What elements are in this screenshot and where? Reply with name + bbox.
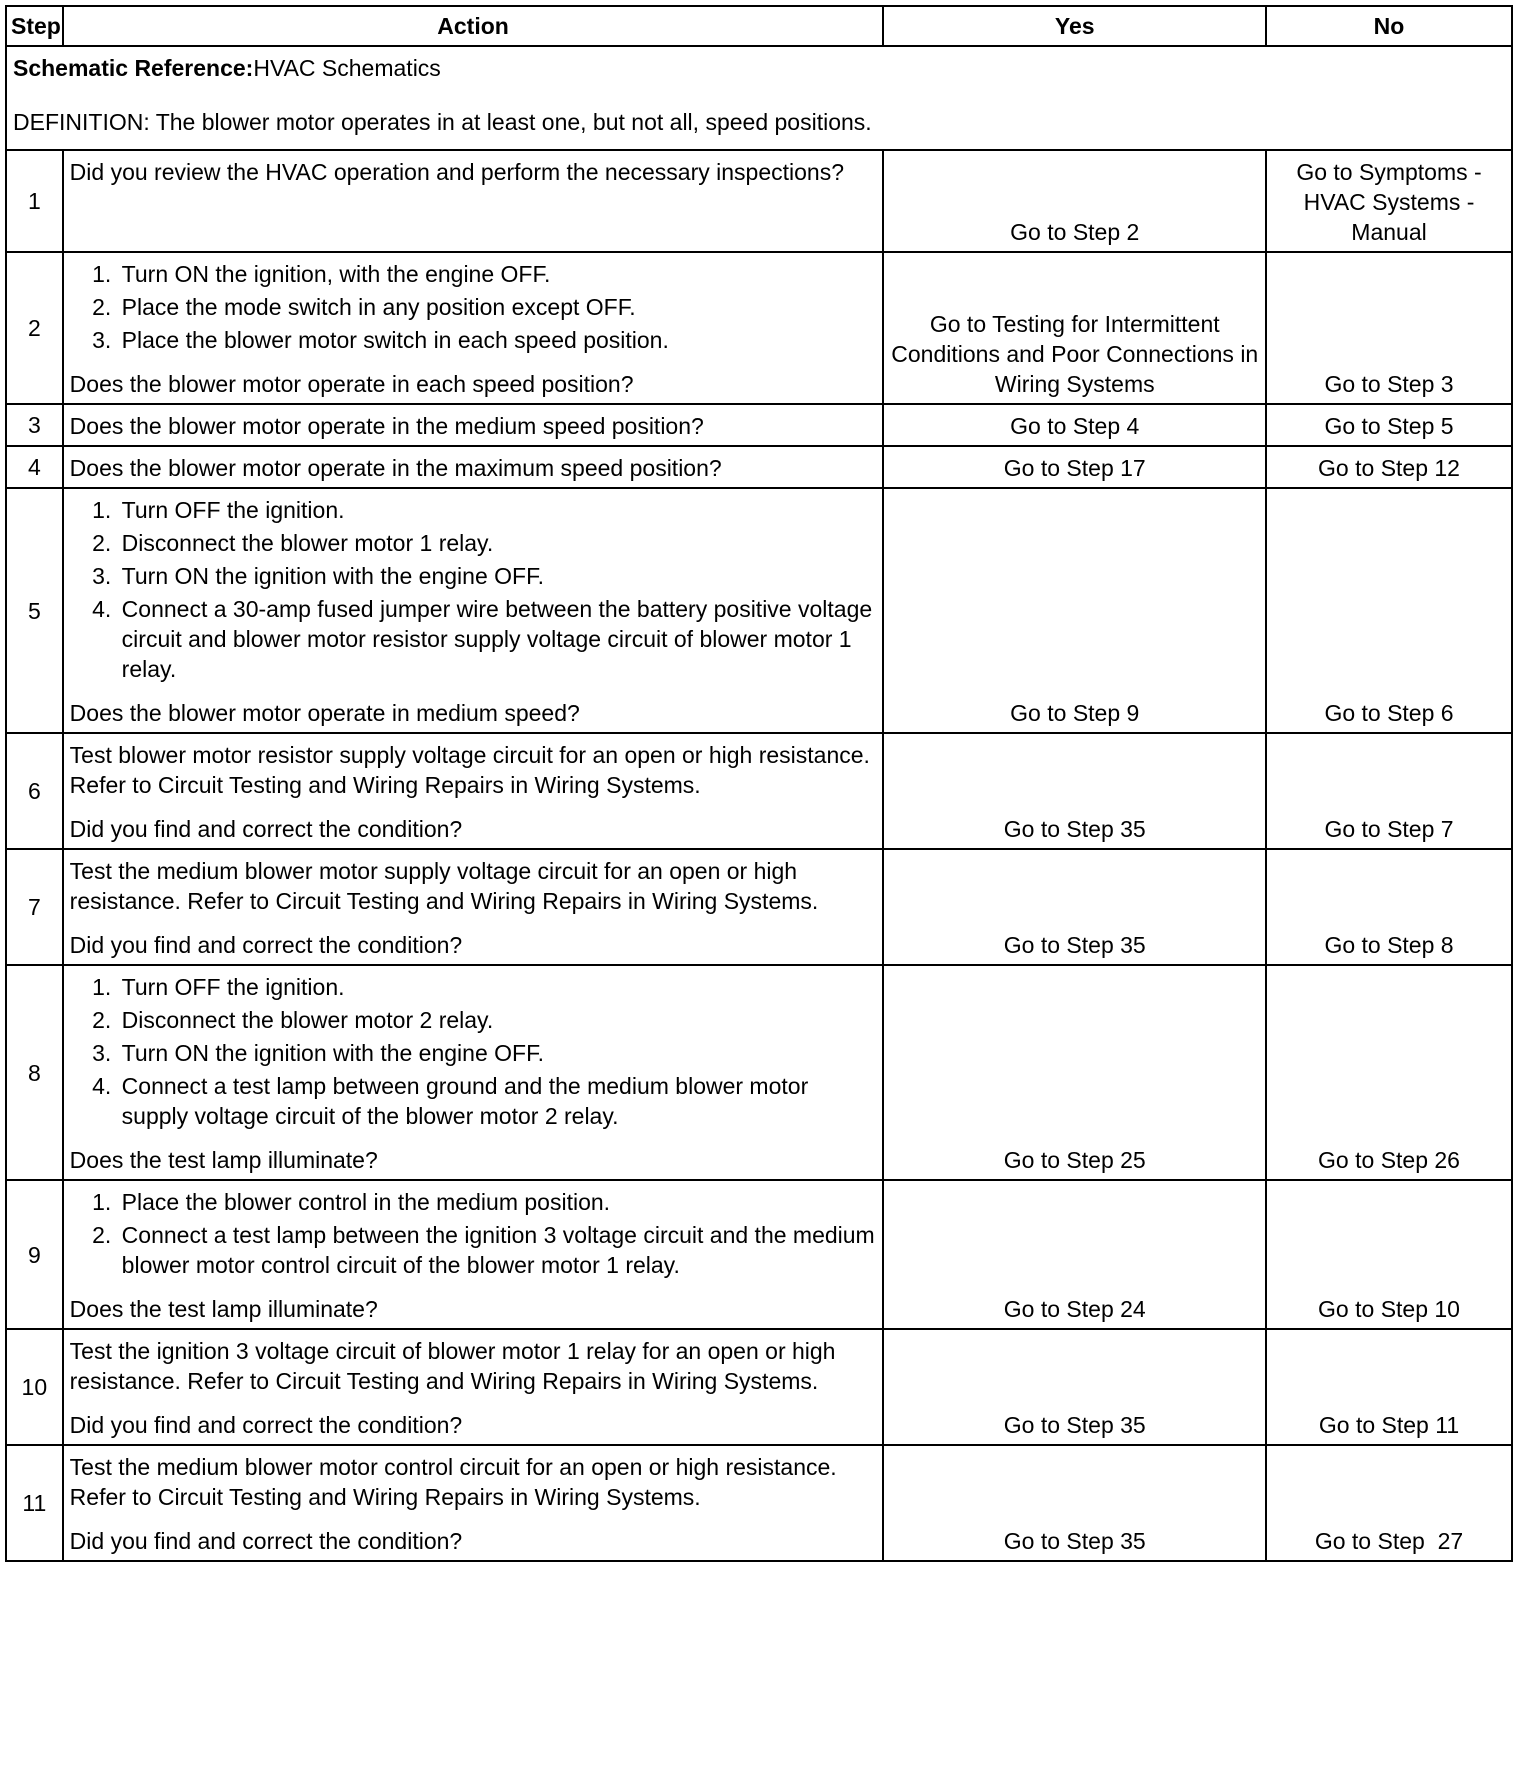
header-row [6, 6, 1512, 46]
action-text: Test the ignition 3 voltage circuit of blower motor 1 relay for an open or high resistance. Refer to Circuit Testing and Wiring Repairs in Wiring Systems. [69, 1338, 836, 1394]
step-number: 11 [6, 1445, 63, 1561]
table-row [6, 252, 1512, 404]
action-question: Does the blower motor operate in medium speed? [69, 700, 580, 726]
no-result-link[interactable]: Go to Step 26 [1266, 965, 1512, 1180]
step-number: 10 [6, 1329, 63, 1445]
step-number: 4 [6, 446, 63, 488]
table-row [6, 446, 1512, 488]
action-cell [63, 965, 884, 1180]
step-number: 9 [6, 1180, 63, 1329]
action-cell [63, 150, 884, 252]
action-text: Does the blower motor operate in the maximum speed position? [69, 455, 722, 481]
schematic-reference-link[interactable]: HVAC Schematics [253, 55, 441, 81]
no-result-link[interactable]: Go to Step 6 [1266, 488, 1512, 733]
table-row [6, 1329, 1512, 1445]
action-cell [63, 733, 884, 849]
action-cell [63, 1329, 884, 1445]
table-row [6, 404, 1512, 446]
yes-result-link[interactable]: Go to Step 35 [883, 849, 1266, 965]
intro-cell [6, 46, 1512, 150]
action-step-item: 1. Turn ON the ignition, with the engine OFF. [118, 259, 877, 289]
action-step-item: 2. Connect a test lamp between the ignition 3 voltage circuit and the medium blower motor control circuit of the blower motor 1 relay. [118, 1220, 877, 1280]
yes-result-link[interactable]: Go to Step 35 [883, 1445, 1266, 1561]
step-number: 5 [6, 488, 63, 733]
table-row [6, 965, 1512, 1180]
action-step-item: 3. Place the blower motor switch in each speed position. [118, 325, 877, 355]
action-cell [63, 1180, 884, 1329]
action-steps-list [70, 1187, 877, 1280]
yes-result-link[interactable]: Go to Step 24 [883, 1180, 1266, 1329]
action-text: Test the medium blower motor control circuit for an open or high resistance. Refer to Circuit Testing and Wiring Repairs in Wiring Systems. [69, 1454, 837, 1510]
action-cell [63, 252, 884, 404]
schematic-reference [13, 53, 1505, 83]
action-cell [63, 404, 884, 446]
table-row [6, 849, 1512, 965]
table-row [6, 733, 1512, 849]
step-number: 1 [6, 150, 63, 252]
table-row [6, 1445, 1512, 1561]
action-step-item: 3. Turn ON the ignition with the engine OFF. [118, 561, 877, 591]
step-number: 6 [6, 733, 63, 849]
yes-result-link[interactable]: Go to Step 25 [883, 965, 1266, 1180]
no-result-link[interactable]: Go to Step 27 [1266, 1445, 1512, 1561]
action-cell [63, 849, 884, 965]
step-number: 7 [6, 849, 63, 965]
no-result-link[interactable]: Go to Step 8 [1266, 849, 1512, 965]
diagnostic-page [5, 5, 1513, 1562]
schematic-reference-label: Schematic Reference: [13, 55, 254, 81]
header-no: No [1266, 6, 1512, 46]
yes-result-link[interactable]: Go to Testing for Intermittent Conditions and Poor Connections in Wiring Systems [883, 252, 1266, 404]
action-text: Test the medium blower motor supply voltage circuit for an open or high resistance. Refer to Circuit Testing and Wiring Repairs in Wiring Systems. [69, 858, 819, 914]
no-result-link[interactable]: Go to Step 10 [1266, 1180, 1512, 1329]
action-steps-list [70, 259, 877, 355]
action-step-item: 2. Disconnect the blower motor 1 relay. [118, 528, 877, 558]
action-step-item: 1. Turn OFF the ignition. [118, 972, 877, 1002]
action-question: Did you find and correct the condition? [69, 1412, 463, 1438]
header-action: Action [63, 6, 884, 46]
action-question: Did you find and correct the condition? [69, 932, 463, 958]
no-result-link[interactable]: Go to Step 5 [1266, 404, 1512, 446]
no-result-link[interactable]: Go to Step 7 [1266, 733, 1512, 849]
action-cell [63, 1445, 884, 1561]
action-steps-list [70, 972, 877, 1131]
step-number: 2 [6, 252, 63, 404]
action-step-item: 3. Turn ON the ignition with the engine OFF. [118, 1038, 877, 1068]
action-cell [63, 446, 884, 488]
no-result-link[interactable]: Go to Step 3 [1266, 252, 1512, 404]
action-question: Did you find and correct the condition? [69, 816, 463, 842]
table-row [6, 150, 1512, 252]
action-step-item: 2. Place the mode switch in any position except OFF. [118, 292, 877, 322]
yes-result-link[interactable]: Go to Step 35 [883, 1329, 1266, 1445]
action-question: Does the test lamp illuminate? [69, 1296, 378, 1322]
no-result-link[interactable]: Go to Step 12 [1266, 446, 1512, 488]
yes-result-link[interactable]: Go to Step 17 [883, 446, 1266, 488]
definition-text: DEFINITION: The blower motor operates in at least one, but not all, speed positions. [13, 109, 872, 135]
no-result-link[interactable]: Go to Step 11 [1266, 1329, 1512, 1445]
no-result-link[interactable]: Go to Symptoms - HVAC Systems - Manual [1266, 150, 1512, 252]
action-steps-list [70, 495, 877, 684]
step-number: 3 [6, 404, 63, 446]
header-step: Step [6, 6, 63, 46]
action-question: Does the blower motor operate in each speed position? [69, 371, 634, 397]
action-cell [63, 488, 884, 733]
intro-row [6, 46, 1512, 150]
yes-result-link[interactable]: Go to Step 4 [883, 404, 1266, 446]
action-question: Did you find and correct the condition? [69, 1528, 463, 1554]
action-text: Test blower motor resistor supply voltage circuit for an open or high resistance. Refer to Circuit Testing and Wiring Repairs in Wiring Systems. [69, 742, 870, 798]
yes-result-link[interactable]: Go to Step 35 [883, 733, 1266, 849]
header-yes: Yes [883, 6, 1266, 46]
diagnostic-table [5, 5, 1513, 1562]
yes-result-link[interactable]: Go to Step 9 [883, 488, 1266, 733]
table-row [6, 488, 1512, 733]
step-number: 8 [6, 965, 63, 1180]
action-text: Does the blower motor operate in the medium speed position? [69, 413, 704, 439]
action-step-item: 2. Disconnect the blower motor 2 relay. [118, 1005, 877, 1035]
action-step-item: 4. Connect a test lamp between ground and the medium blower motor supply voltage circuit of the blower motor 2 relay. [118, 1071, 877, 1131]
yes-result-link[interactable]: Go to Step 2 [883, 150, 1266, 252]
action-text: Did you review the HVAC operation and perform the necessary inspections? [69, 159, 844, 185]
action-step-item: 4. Connect a 30-amp fused jumper wire between the battery positive voltage circuit and blower motor resistor supply voltage circuit of blower motor 1 relay. [118, 594, 877, 684]
table-row [6, 1180, 1512, 1329]
action-question: Does the test lamp illuminate? [69, 1147, 378, 1173]
action-step-item: 1. Place the blower control in the medium position. [118, 1187, 877, 1217]
action-step-item: 1. Turn OFF the ignition. [118, 495, 877, 525]
